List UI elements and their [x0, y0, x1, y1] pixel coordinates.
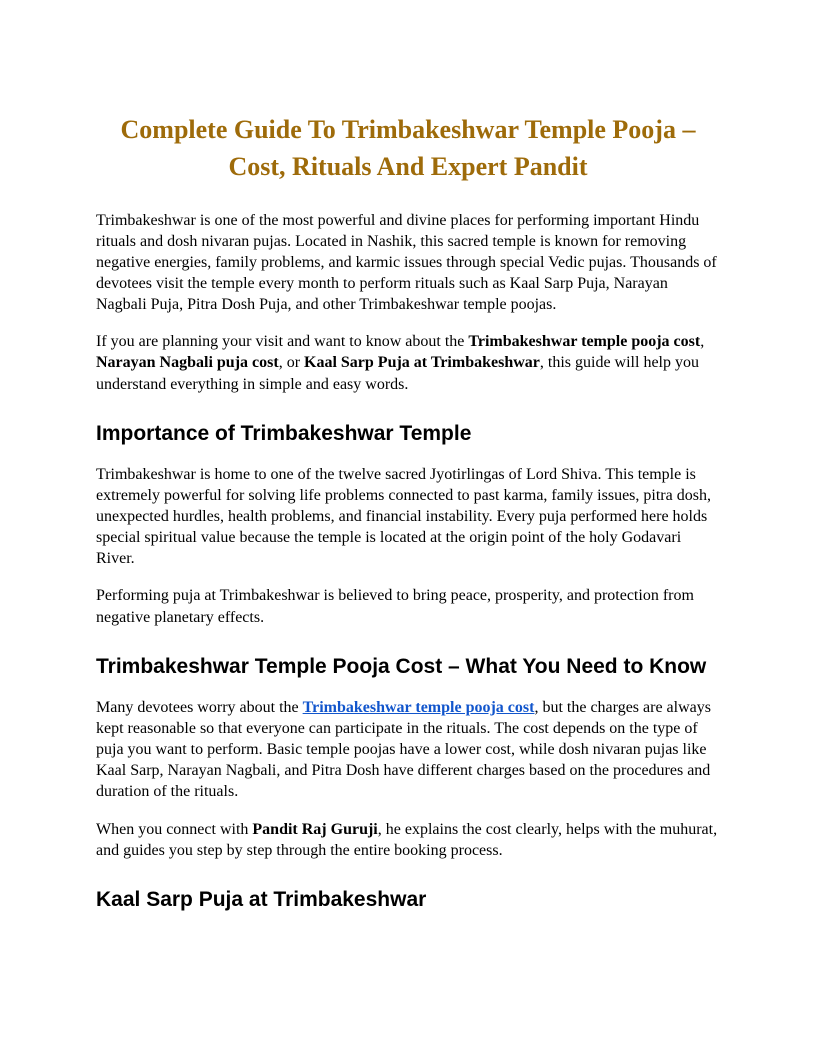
bold-pandit-raj-guruji: Pandit Raj Guruji	[252, 820, 378, 838]
pooja-cost-paragraph-2	[96, 819, 720, 861]
document-title: Complete Guide To Trimbakeshwar Temple Pooja – Cost, Rituals And Expert Pandit	[120, 115, 696, 181]
bold-kaal-sarp-puja: Kaal Sarp Puja at Trimbakeshwar	[304, 354, 540, 372]
text-run: , he explains the cost clearly, helps with the muhurat, and guides you step by step through the entire booking process.	[96, 820, 718, 859]
pooja-cost-paragraph-1	[96, 697, 720, 803]
intro-paragraph-2	[96, 331, 720, 394]
text-run: ,	[700, 333, 705, 351]
text-run: Performing puja at Trimbakeshwar is believed to bring peace, prosperity, and protection from negative planetary effects.	[96, 587, 694, 626]
heading-pooja-cost: Trimbakeshwar Temple Pooja Cost – What You Need to Know	[96, 654, 707, 678]
text-run: , this guide will help you understand everything in simple and easy words.	[96, 354, 699, 393]
text-run: , but the charges are always kept reasonable so that everyone can participate in the rituals. The cost depends on the type of puja you want to perform. Basic temple poojas have a lower cost, while dosh nivaran pujas like Kaal Sarp, Narayan Nagbali, and Pitra Dosh have different charges based on the procedures and duration of the rituals.	[96, 698, 711, 801]
importance-paragraph-2	[96, 585, 720, 627]
importance-paragraph-1	[96, 464, 720, 570]
bold-trimbakeshwar-pooja-cost: Trimbakeshwar temple pooja cost	[468, 333, 701, 351]
pooja-cost-link[interactable]: Trimbakeshwar temple pooja cost	[302, 698, 535, 716]
text-run: Many devotees worry about the	[96, 698, 303, 716]
text-run: If you are planning your visit and want to know about the	[96, 333, 469, 351]
text-run: , or	[278, 354, 305, 372]
text-run: Trimbakeshwar is home to one of the twelve sacred Jyotirlingas of Lord Shiva. This temple is extremely powerful for solving life problems connected to past karma, family issues, pitra dosh, unexpected hurdles, health problems, and financial instability. Every puja performed here holds special spiritual value because the temple is located at the origin point of the holy Godavari River.	[96, 465, 711, 568]
bold-narayan-nagbali-cost: Narayan Nagbali puja cost	[96, 354, 279, 372]
heading-kaal-sarp-puja: Kaal Sarp Puja at Trimbakeshwar	[96, 887, 427, 911]
heading-importance-of-temple: Importance of Trimbakeshwar Temple	[96, 421, 472, 445]
intro-paragraph-1	[96, 210, 720, 316]
text-run: When you connect with	[96, 820, 253, 838]
text-run: Trimbakeshwar is one of the most powerful and divine places for performing important Hindu rituals and dosh nivaran pujas. Located in Nashik, this sacred temple is known for removing negative energies, family problems, and karmic issues through special Vedic pujas. Thousands of devotees visit the temple every month to perform rituals such as Kaal Sarp Puja, Narayan Nagbali Puja, Pitra Dosh Puja, and other Trimbakeshwar temple poojas.	[96, 211, 717, 314]
